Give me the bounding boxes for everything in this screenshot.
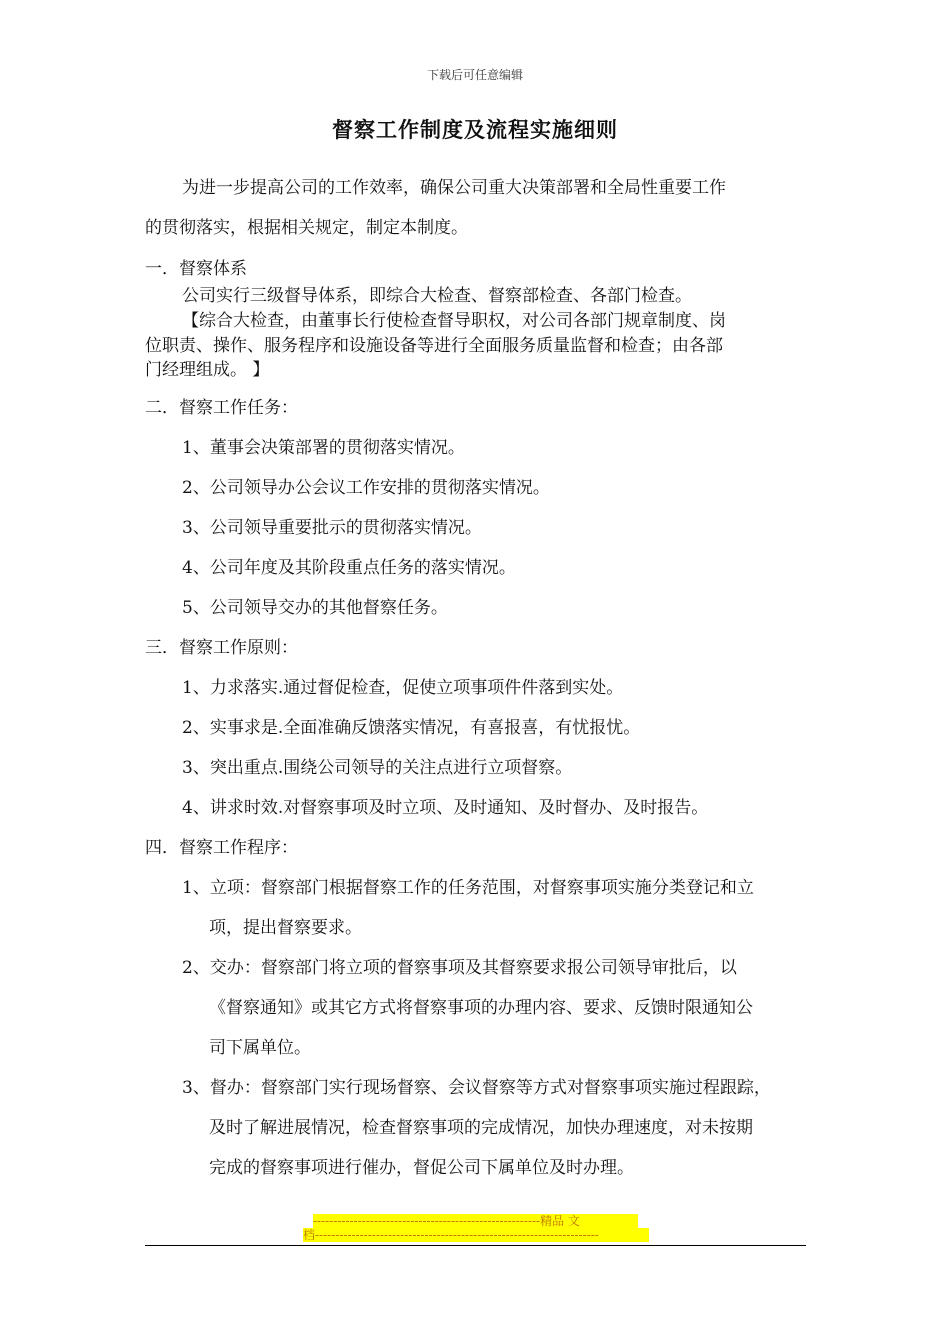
section-3-item: 1、力求落实.通过督促检查，促使立项事项件件落到实处。 [182, 678, 624, 698]
section-4-item-2-line-1: 2、交办：督察部门将立项的督察事项及其督察要求报公司领导审批后，以 [182, 958, 737, 978]
section-1-body: 公司实行三级督导体系，即综合大检查、督察部检查、各部门检查。 [182, 286, 692, 306]
section-4-item-2-line-3: 司下属单位。 [209, 1038, 311, 1058]
section-2-item: 3、公司领导重要批示的贯彻落实情况。 [182, 518, 482, 538]
footer-rule [145, 1245, 806, 1246]
section-3-item: 3、突出重点.围绕公司领导的关注点进行立项督察。 [182, 758, 573, 778]
section-4-item-3-line-1: 3、督办：督察部门实行现场督察、会议督察等方式对督察事项实施过程跟踪， [182, 1078, 771, 1098]
section-2-item: 2、公司领导办公会议工作安排的贯彻落实情况。 [182, 478, 550, 498]
section-4-heading: 四．督察工作程序： [145, 838, 298, 858]
section-3-heading: 三．督察工作原则： [145, 638, 298, 658]
section-1-note-line-1: 【综合大检查，由董事长行使检查督导职权，对公司各部门规章制度、岗 [182, 311, 726, 331]
section-4-item-1-line-2: 项，提出督察要求。 [209, 918, 362, 938]
section-1-heading: 一．督察体系 [145, 259, 247, 279]
section-2-item: 5、公司领导交办的其他督察任务。 [182, 598, 448, 618]
section-1-note-line-2: 位职责、操作、服务程序和设施设备等进行全面服务质量监督和检查；由各部 [145, 336, 723, 356]
intro-line-1: 为进一步提高公司的工作效率，确保公司重大决策部署和全局性重要工作 [182, 178, 726, 198]
section-2-item: 1、董事会决策部署的贯彻落实情况。 [182, 438, 465, 458]
intro-line-2: 的贯彻落实，根据相关规定，制定本制度。 [145, 218, 468, 238]
section-4-item-2-line-2: 《督察通知》或其它方式将督察事项的办理内容、要求、反馈时限通知公 [209, 998, 753, 1018]
section-4-item-1-line-1: 1、立项：督察部门根据督察工作的任务范围，对督察事项实施分类登记和立 [182, 878, 754, 898]
section-1-note-line-3: 门经理组成。 】 [145, 360, 270, 380]
footer-highlight-line-2: 档---------------------------------------------------------------------- [303, 1228, 649, 1242]
header-note: 下载后可任意编辑 [426, 68, 523, 82]
section-3-item: 4、讲求时效.对督察事项及时立项、及时通知、及时督办、及时报告。 [182, 798, 709, 818]
section-4-item-3-line-2: 及时了解进展情况，检查督察事项的完成情况，加快办理速度，对未按期 [209, 1118, 753, 1138]
section-2-item: 4、公司年度及其阶段重点任务的落实情况。 [182, 558, 516, 578]
footer-highlight-line-1: --------------------------------------------------------精品 文 [313, 1214, 638, 1228]
document-title: 督察工作制度及流程实施细则 [332, 117, 618, 142]
section-4-item-3-line-3: 完成的督察事项进行催办，督促公司下属单位及时办理。 [209, 1158, 634, 1178]
section-2-heading: 二．督察工作任务： [145, 398, 298, 418]
section-3-item: 2、实事求是.全面准确反馈落实情况，有喜报喜，有忧报忧。 [182, 718, 641, 738]
